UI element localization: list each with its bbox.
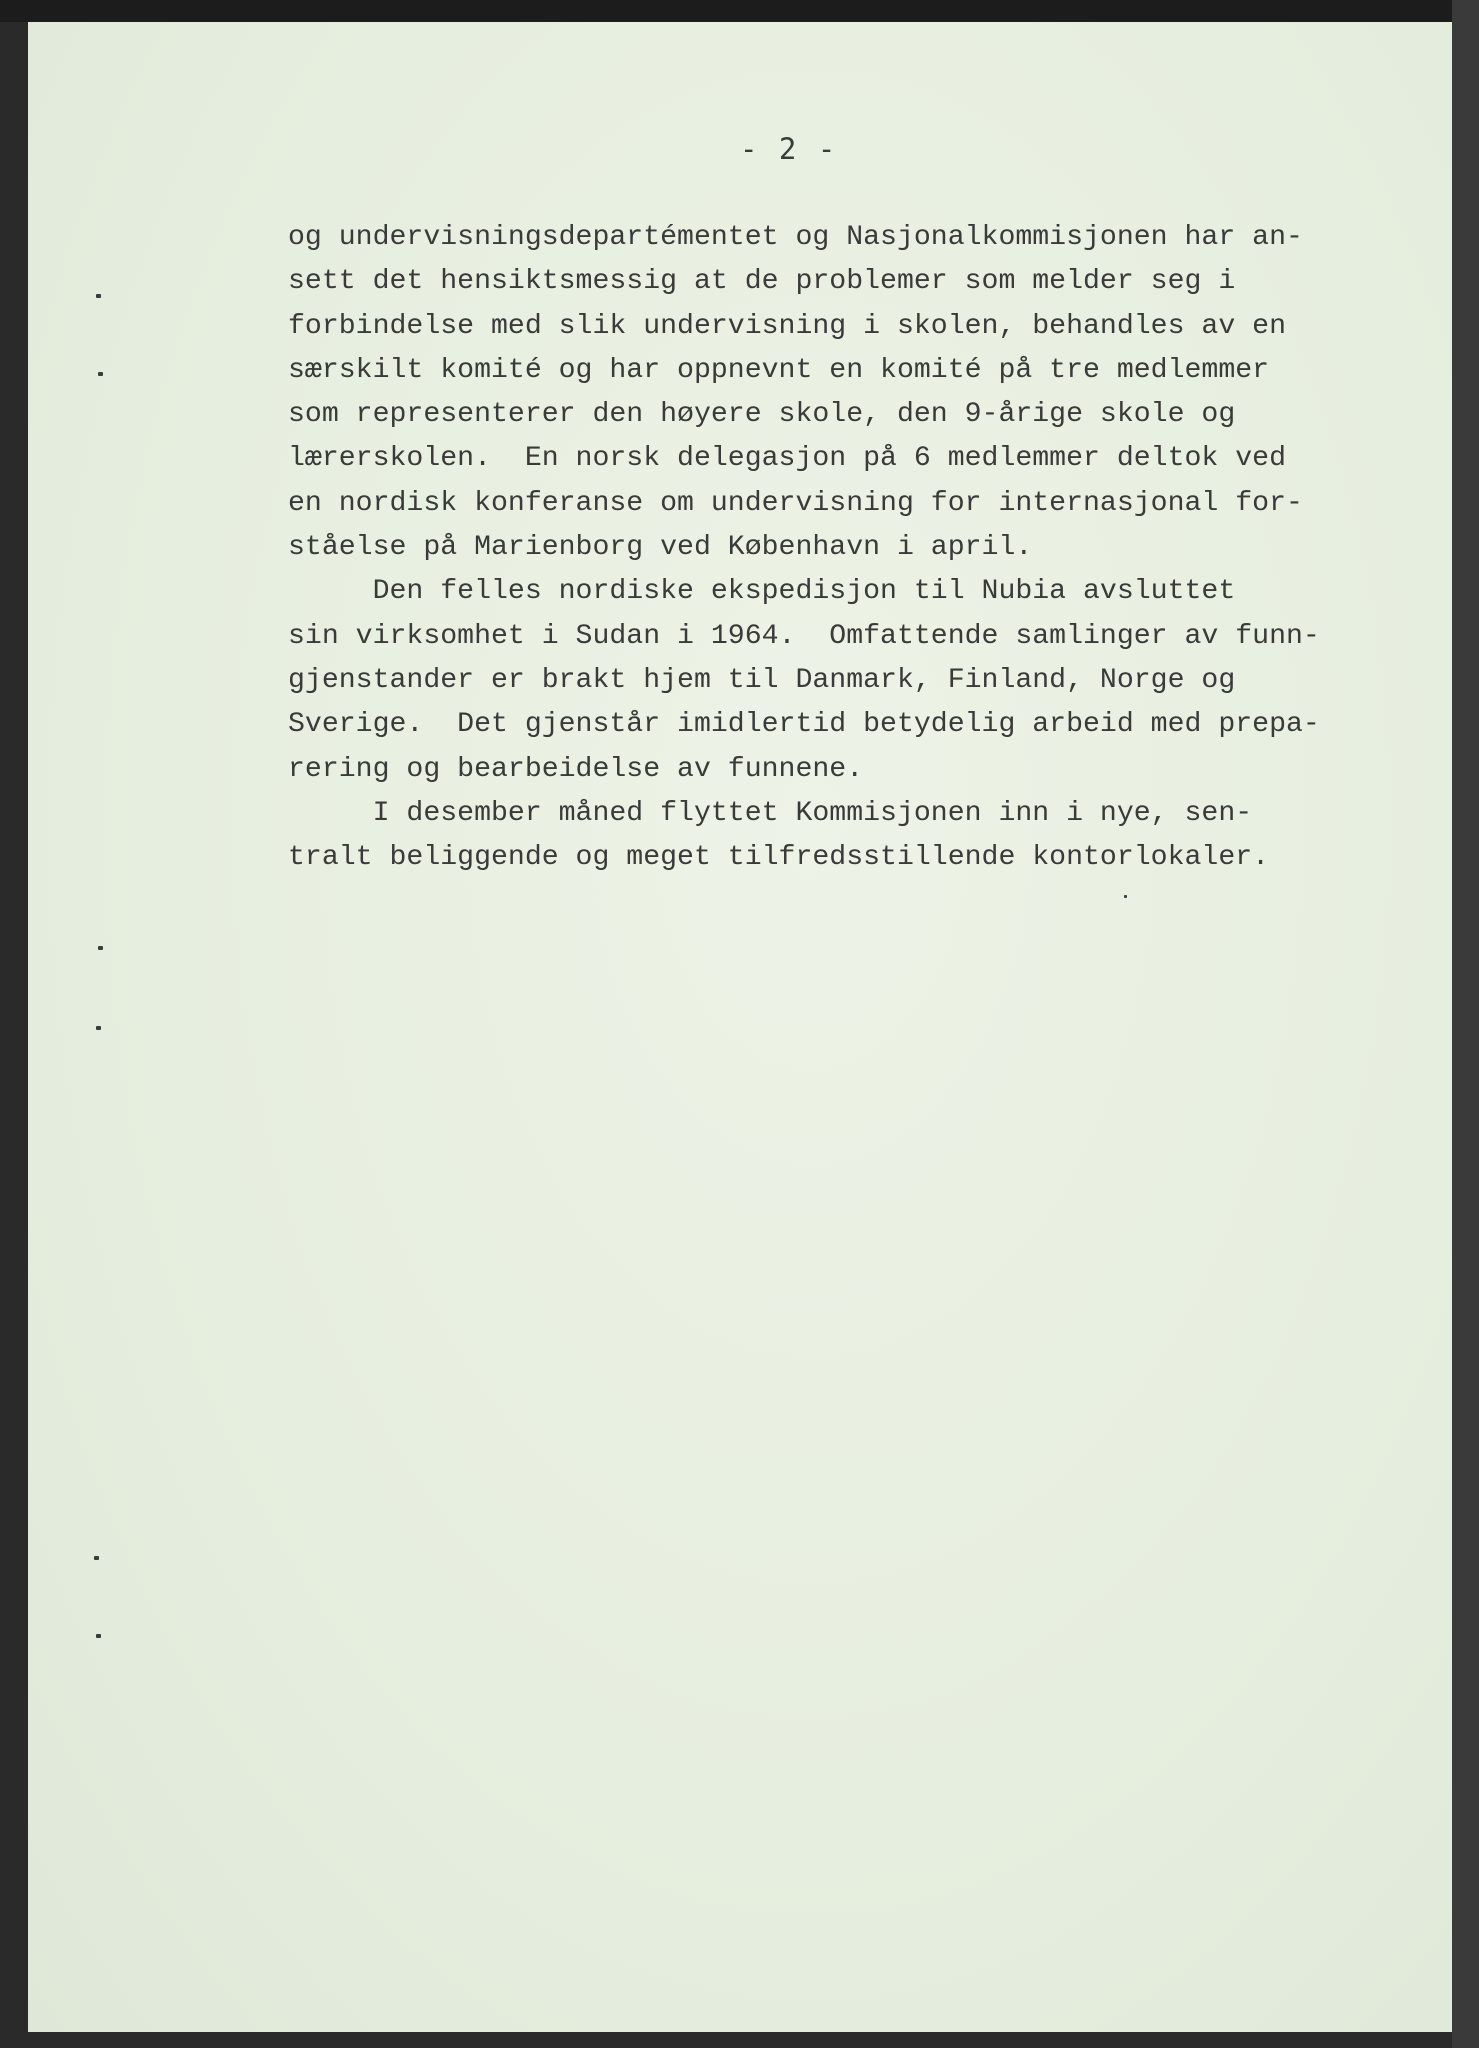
text-line: forbindelse med slik undervisning i skolen, behandles av en bbox=[288, 310, 1286, 342]
document-body bbox=[288, 216, 1368, 880]
text-line: I desember måned flyttet Kommisjonen inn i nye, sen- bbox=[288, 797, 1253, 829]
margin-mark bbox=[96, 1026, 101, 1030]
text-line: ståelse på Marienborg ved København i april. bbox=[288, 532, 1033, 564]
text-line: særskilt komité og har oppnevnt en komité på tre medlemmer bbox=[288, 354, 1270, 386]
margin-mark bbox=[96, 1634, 101, 1638]
text-line: og undervisningsdepartémentet og Nasjonalkommisjonen har an- bbox=[288, 222, 1303, 253]
text-line: lærerskolen. En norsk delegasjon på 6 medlemmer deltok ved bbox=[288, 443, 1286, 475]
text-line: sin virksomhet i Sudan i 1964. Omfattende samlinger av funn- bbox=[288, 620, 1320, 652]
margin-mark bbox=[94, 1556, 99, 1560]
text-line: Sverige. Det gjenstår imidlertid betydelig arbeid med prepa- bbox=[288, 709, 1320, 741]
margin-mark bbox=[96, 294, 101, 298]
text-line: som representerer den høyere skole, den 9-årige skole og bbox=[288, 399, 1236, 431]
page-number: - 2 - bbox=[740, 132, 838, 166]
scan-right-border bbox=[1452, 0, 1479, 2048]
text-line: gjenstander er brakt hjem til Danmark, Finland, Norge og bbox=[288, 664, 1236, 696]
text-line: en nordisk konferanse om undervisning for internasjonal for- bbox=[288, 487, 1303, 519]
scan-top-border bbox=[0, 0, 1479, 22]
text-line: sett det hensiktsmessig at de problemer som melder seg i bbox=[288, 266, 1236, 298]
text-line: tralt beliggende og meget tilfredsstillende kontorlokaler. bbox=[288, 842, 1270, 874]
text-line: Den felles nordiske ekspedisjon til Nubia avsluttet bbox=[288, 576, 1236, 608]
text-line: rering og bearbeidelse av funnene. bbox=[288, 753, 864, 785]
margin-mark bbox=[98, 946, 103, 950]
margin-mark bbox=[98, 372, 103, 376]
page-speck bbox=[1124, 895, 1127, 898]
